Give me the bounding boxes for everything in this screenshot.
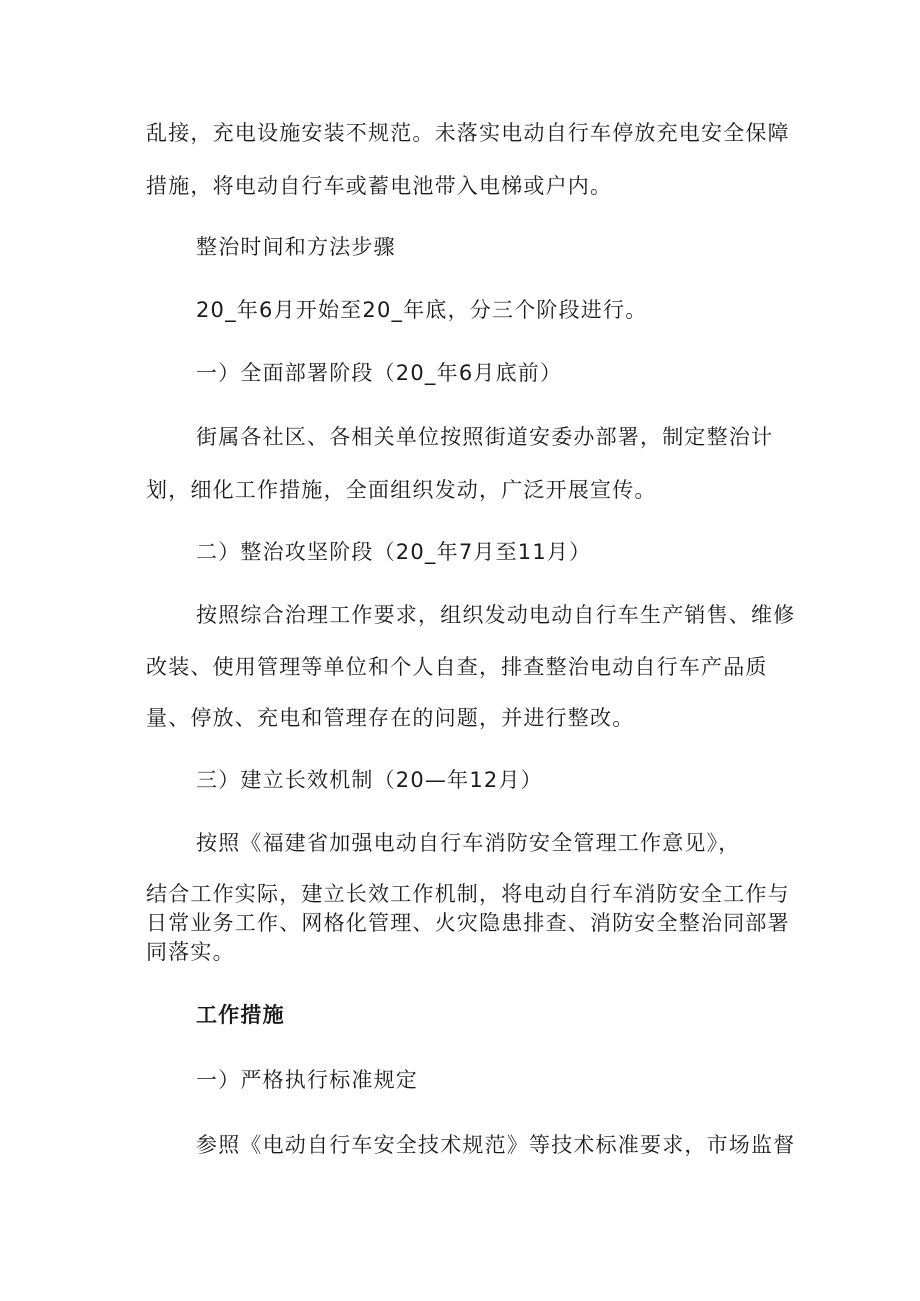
section-heading: 整治时间和方法步骤 (196, 235, 396, 259)
paragraph-line: 措施，将电动自行车或蓄电池带入电梯或户内。 (146, 174, 613, 198)
paragraph-line: 量、停放、充电和管理存在的问题，并进行整改。 (146, 706, 635, 730)
paragraph-line: 乱接，充电设施安装不规范。未落实电动自行车停放充电安全保障 (146, 121, 790, 145)
paragraph-line: 划，细化工作措施，全面组织发动，广泛开展宣传。 (146, 478, 657, 502)
paragraph-line: 参照《电动自行车安全技术规范》等技术标准要求，市场监督 (196, 1133, 796, 1157)
subsection-heading: 一）严格执行标准规定 (196, 1068, 418, 1092)
paragraph-line: 街属各社区、各相关单位按照街道安委办部署，制定整治计 (196, 425, 774, 449)
paragraph-line: 改装、使用管理等单位和个人自查，排查整治电动自行车产品质 (146, 655, 768, 679)
paragraph-line: 20_年6月开始至20_年底，分三个阶段进行。 (196, 298, 648, 322)
subsection-heading: 二）整治攻坚阶段（20_年7月至11月） (196, 540, 592, 564)
subsection-heading: 三）建立长效机制（20—年12月） (196, 768, 543, 792)
paragraph-line: 结合工作实际，建立长效工作机制，将电动自行车消防安全工作与 (146, 882, 790, 906)
paragraph-line: 按照综合治理工作要求，组织发动电动自行车生产销售、维修 (196, 603, 796, 627)
paragraph-line: 按照《福建省加强电动自行车消防安全管理工作意见》， (196, 831, 741, 855)
paragraph-line: 同落实。 (146, 940, 235, 964)
subsection-heading: 一）全面部署阶段（20_年6月底前） (196, 361, 563, 385)
section-heading: 工作措施 (196, 1003, 285, 1027)
paragraph-line: 日常业务工作、网格化管理、火灾隐患排查、消防安全整治同部署 (146, 911, 790, 935)
